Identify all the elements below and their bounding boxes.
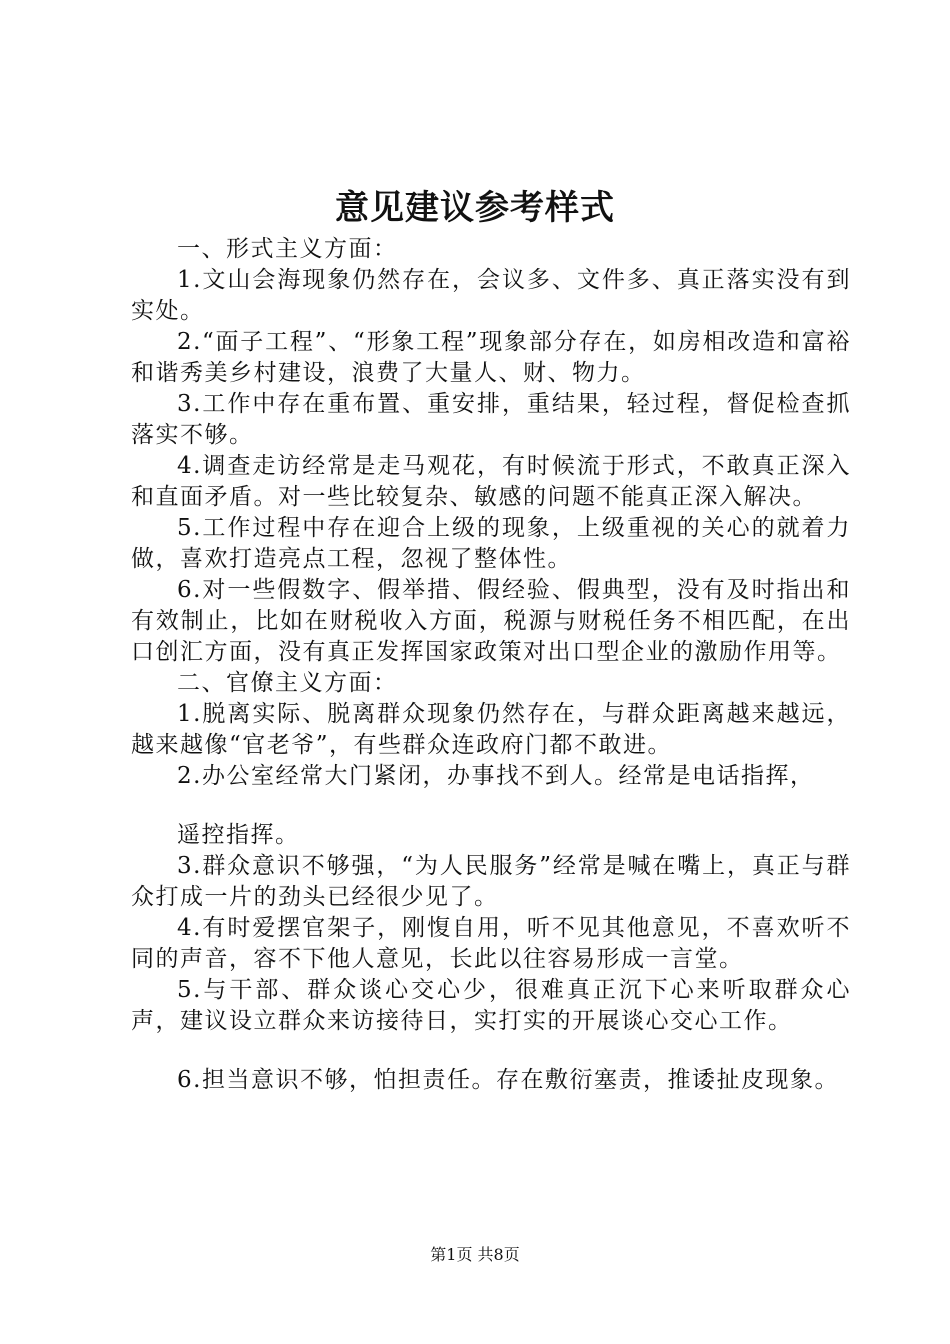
paragraph-item: 2.办公室经常大门紧闭，办事找不到人。经常是电话指挥， [177, 763, 815, 789]
paragraph-item: 4.有时爱摆官架子，刚愎自用，听不见其他意见，不喜欢听不同的声音，容不下他人意见，长此以往容易形成一言堂。 [131, 915, 851, 972]
section-heading-formalism: 一、形式主义方面： [177, 236, 398, 262]
page-footer: 第1页 共8页 [430, 1245, 520, 1264]
paragraph-item: 6.担当意识不够，怕担责任。存在敷衍塞责，推诿扯皮现象。 [177, 1067, 839, 1093]
paragraph-item: 5.工作过程中存在迎合上级的现象，上级重视的关心的就着力做，喜欢打造亮点工程，忽视了整体性。 [131, 515, 851, 572]
paragraph-item: 3.群众意识不够强，“为人民服务”经常是喊在嘴上，真正与群众打成一片的劲头已经很少见了。 [131, 853, 851, 910]
document-title: 意见建议参考样式 [335, 188, 615, 228]
paragraph-item: 6.对一些假数字、假举措、假经验、假典型，没有及时指出和有效制止，比如在财税收入方面，税源与财税任务不相匹配，在出口创汇方面，没有真正发挥国家政策对出口型企业的激励作用等。 [131, 577, 851, 665]
paragraph-item: 4.调查走访经常是走马观花，有时候流于形式，不敢真正深入和直面矛盾。对一些比较复杂、敏感的问题不能真正深入解决。 [131, 453, 851, 510]
paragraph-item: 1.文山会海现象仍然存在，会议多、文件多、真正落实没有到实处。 [131, 267, 851, 324]
section-heading-bureaucracy: 二、官僚主义方面： [177, 670, 398, 696]
document-body [131, 234, 851, 1096]
paragraph-continuation: 遥控指挥。 [177, 822, 300, 848]
paragraph-item: 2.“面子工程”、“形象工程”现象部分存在，如房相改造和富裕和谐秀美乡村建设，浪费了大量人、财、物力。 [131, 329, 851, 386]
paragraph-item: 3.工作中存在重布置、重安排，重结果，轻过程，督促检查抓落实不够。 [131, 391, 851, 448]
paragraph-item: 1.脱离实际、脱离群众现象仍然存在，与群众距离越来越远，越来越像“官老爷”，有些群众连政府门都不敢进。 [131, 701, 851, 758]
paragraph-item: 5.与干部、群众谈心交心少，很难真正沉下心来听取群众心声，建议设立群众来访接待日，实打实的开展谈心交心工作。 [131, 977, 851, 1034]
